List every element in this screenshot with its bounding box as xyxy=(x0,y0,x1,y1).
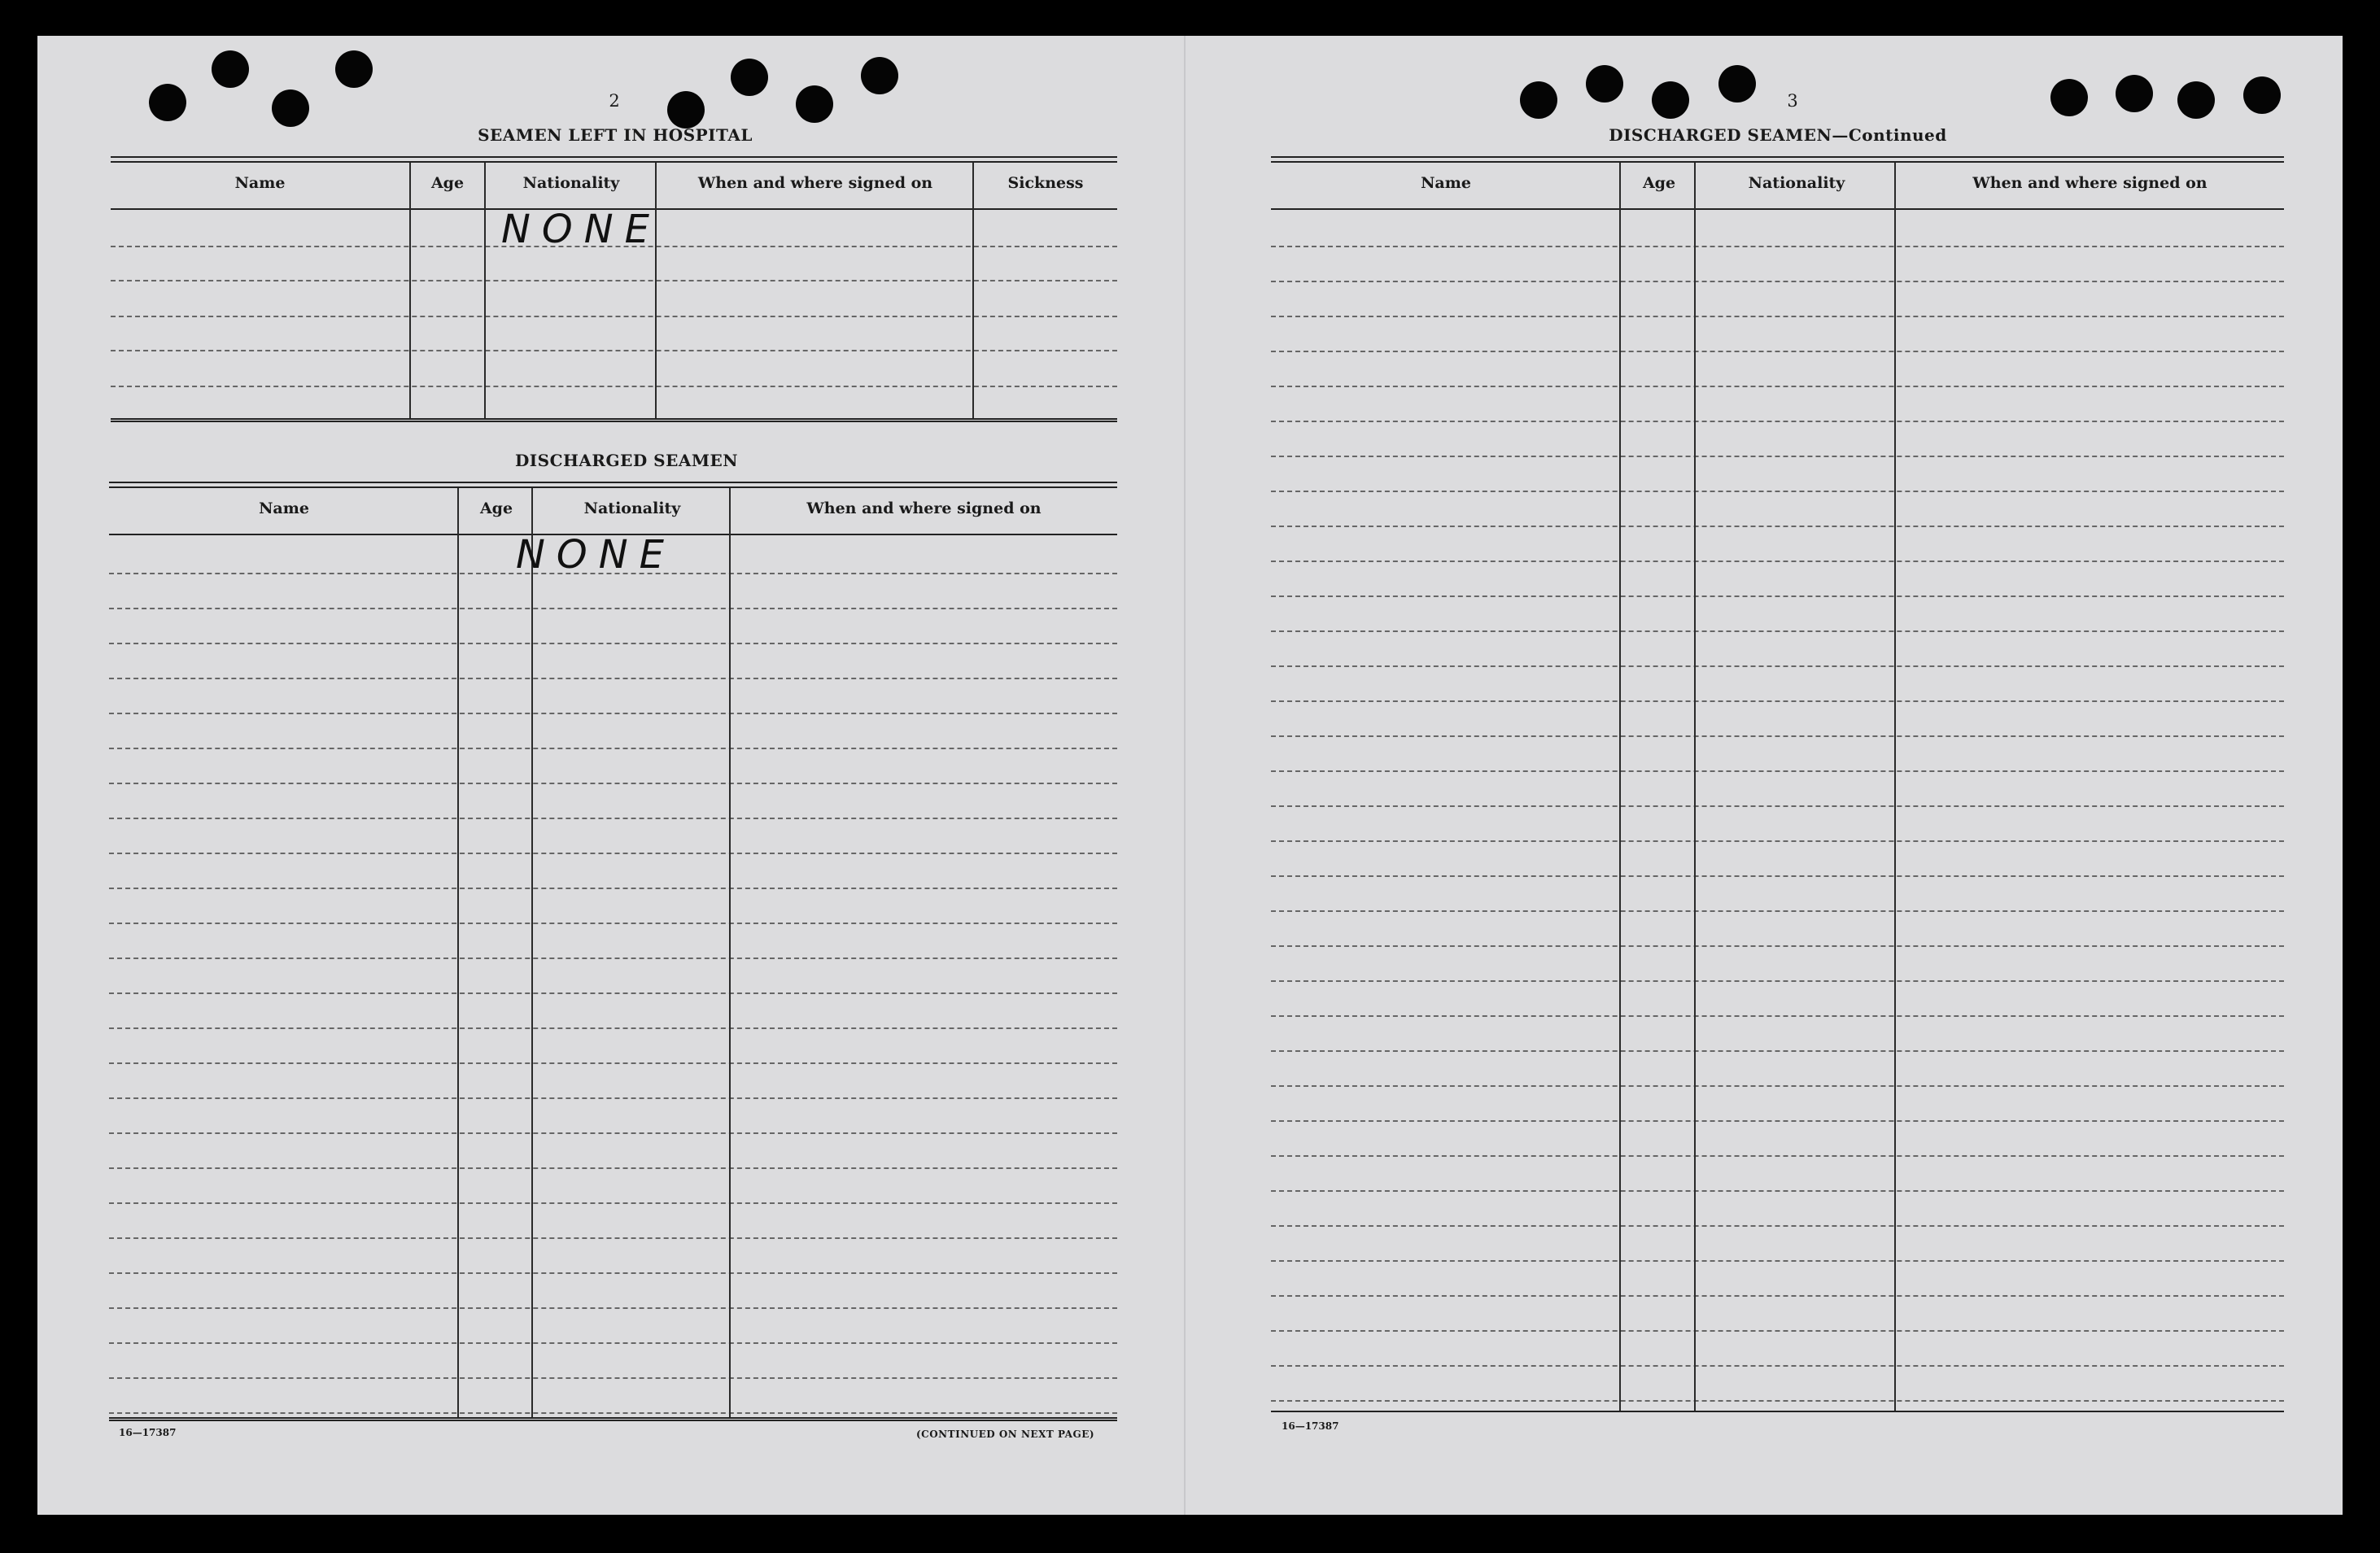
ruling-line xyxy=(109,1097,1117,1099)
ruling-line xyxy=(109,748,1117,749)
ruling-line xyxy=(1271,491,2284,492)
col-header-sickness: Sickness xyxy=(1007,174,1084,192)
col-header-name: Name xyxy=(1421,174,1471,192)
ruling-line xyxy=(1271,561,2284,562)
ruling-line xyxy=(1271,735,2284,737)
ruling-line xyxy=(109,713,1117,714)
ruling-line xyxy=(109,1062,1117,1064)
col-header-nationality: Nationality xyxy=(583,499,681,517)
ruling-line xyxy=(109,1377,1117,1379)
punch-hole xyxy=(2116,75,2153,112)
punch-hole xyxy=(2050,79,2088,116)
ruling-line xyxy=(109,1307,1117,1309)
ruling-line xyxy=(109,678,1117,679)
col-header-when-where: When and where signed on xyxy=(1972,174,2208,192)
punch-hole xyxy=(335,50,373,88)
discharged-table-right xyxy=(1271,156,2284,1417)
col-header-age: Age xyxy=(1642,174,1676,192)
ruling-line xyxy=(1271,1190,2284,1192)
ruling-line xyxy=(109,1412,1117,1414)
ruling-line xyxy=(1271,316,2284,317)
ruling-line xyxy=(109,1202,1117,1204)
col-header-age: Age xyxy=(479,499,513,517)
col-header-age: Age xyxy=(430,174,465,192)
ruling-line xyxy=(1271,1330,2284,1332)
punch-hole xyxy=(212,50,249,88)
ruling-line xyxy=(109,818,1117,819)
discharged-continued-title xyxy=(1609,125,1947,145)
ruling-line xyxy=(1271,1085,2284,1087)
handwritten-none-discharged: NONE xyxy=(516,532,675,578)
title-main: DISCHARGED SEAMEN xyxy=(1609,125,1832,145)
ruling-line xyxy=(109,1132,1117,1134)
continued-note: (CONTINUED ON NEXT PAGE) xyxy=(916,1429,1095,1440)
ruling-line xyxy=(1271,246,2284,247)
punch-hole xyxy=(1652,81,1689,119)
ruling-line xyxy=(1271,770,2284,772)
ruling-line xyxy=(109,1272,1117,1274)
form-number-right: 16—17387 xyxy=(1282,1420,1339,1432)
col-header-name: Name xyxy=(234,174,286,192)
discharged-section-title: DISCHARGED SEAMEN xyxy=(514,451,739,470)
ruling-line xyxy=(1271,1295,2284,1297)
hospital-table xyxy=(111,156,1117,428)
punch-hole xyxy=(1718,65,1756,103)
ruling-line xyxy=(109,1167,1117,1169)
ruling-line xyxy=(1271,1050,2284,1052)
col-header-when-where: When and where signed on xyxy=(806,499,1042,517)
ruling-line xyxy=(1271,805,2284,807)
punch-hole xyxy=(272,89,309,127)
punch-hole xyxy=(1520,81,1557,119)
ruling-line xyxy=(1271,945,2284,947)
ruling-line xyxy=(109,1237,1117,1239)
ruling-line xyxy=(109,1342,1117,1344)
ruling-line xyxy=(1271,526,2284,527)
page-fold xyxy=(1184,36,1186,1515)
punch-hole xyxy=(2177,81,2215,119)
ruling-line xyxy=(109,783,1117,784)
ruling-line xyxy=(109,643,1117,644)
ruling-line xyxy=(1271,875,2284,877)
ruling-line xyxy=(1271,630,2284,632)
page-number-left: 2 xyxy=(609,91,620,111)
ruling-line xyxy=(1271,1225,2284,1227)
ruling-line xyxy=(109,1027,1117,1029)
ruling-line xyxy=(1271,700,2284,702)
punch-hole xyxy=(149,84,186,121)
punch-hole xyxy=(861,57,898,94)
hospital-section-title: SEAMEN LEFT IN HOSPITAL xyxy=(478,125,753,145)
ruling-line xyxy=(1271,351,2284,352)
page-number-right: 3 xyxy=(1787,91,1798,111)
col-header-nationality: Nationality xyxy=(1748,174,1845,192)
ruling-line xyxy=(109,958,1117,959)
ruling-line xyxy=(1271,980,2284,982)
ruling-line xyxy=(109,923,1117,924)
ruling-line xyxy=(1271,1015,2284,1017)
ruling-line xyxy=(1271,595,2284,597)
ruling-line xyxy=(1271,1120,2284,1122)
punch-hole xyxy=(1586,65,1623,103)
ruling-line xyxy=(1271,1260,2284,1262)
ruling-line xyxy=(109,608,1117,609)
punch-hole xyxy=(667,91,705,129)
ruling-line xyxy=(109,853,1117,854)
title-continued: —Continued xyxy=(1832,125,1947,145)
ruling-line xyxy=(109,992,1117,994)
ruling-line xyxy=(1271,1155,2284,1157)
ruling-line xyxy=(1271,281,2284,282)
ruling-line xyxy=(1271,910,2284,912)
col-header-when-where: When and where signed on xyxy=(697,174,933,192)
ruling-line xyxy=(109,888,1117,889)
punch-hole xyxy=(2243,76,2281,114)
punch-hole xyxy=(796,85,833,123)
punch-hole xyxy=(731,59,768,96)
col-header-nationality: Nationality xyxy=(522,174,620,192)
ruling-line xyxy=(1271,421,2284,422)
ruling-line xyxy=(1271,840,2284,842)
ruling-line xyxy=(1271,456,2284,457)
handwritten-none-hospital: NONE xyxy=(501,207,661,252)
ruling-line xyxy=(1271,386,2284,387)
discharged-table-left xyxy=(109,482,1117,1424)
form-number-left: 16—17387 xyxy=(119,1427,177,1438)
ruling-line xyxy=(1271,1400,2284,1402)
col-header-name: Name xyxy=(259,499,309,517)
ruling-line xyxy=(1271,665,2284,667)
ruling-line xyxy=(1271,1365,2284,1367)
